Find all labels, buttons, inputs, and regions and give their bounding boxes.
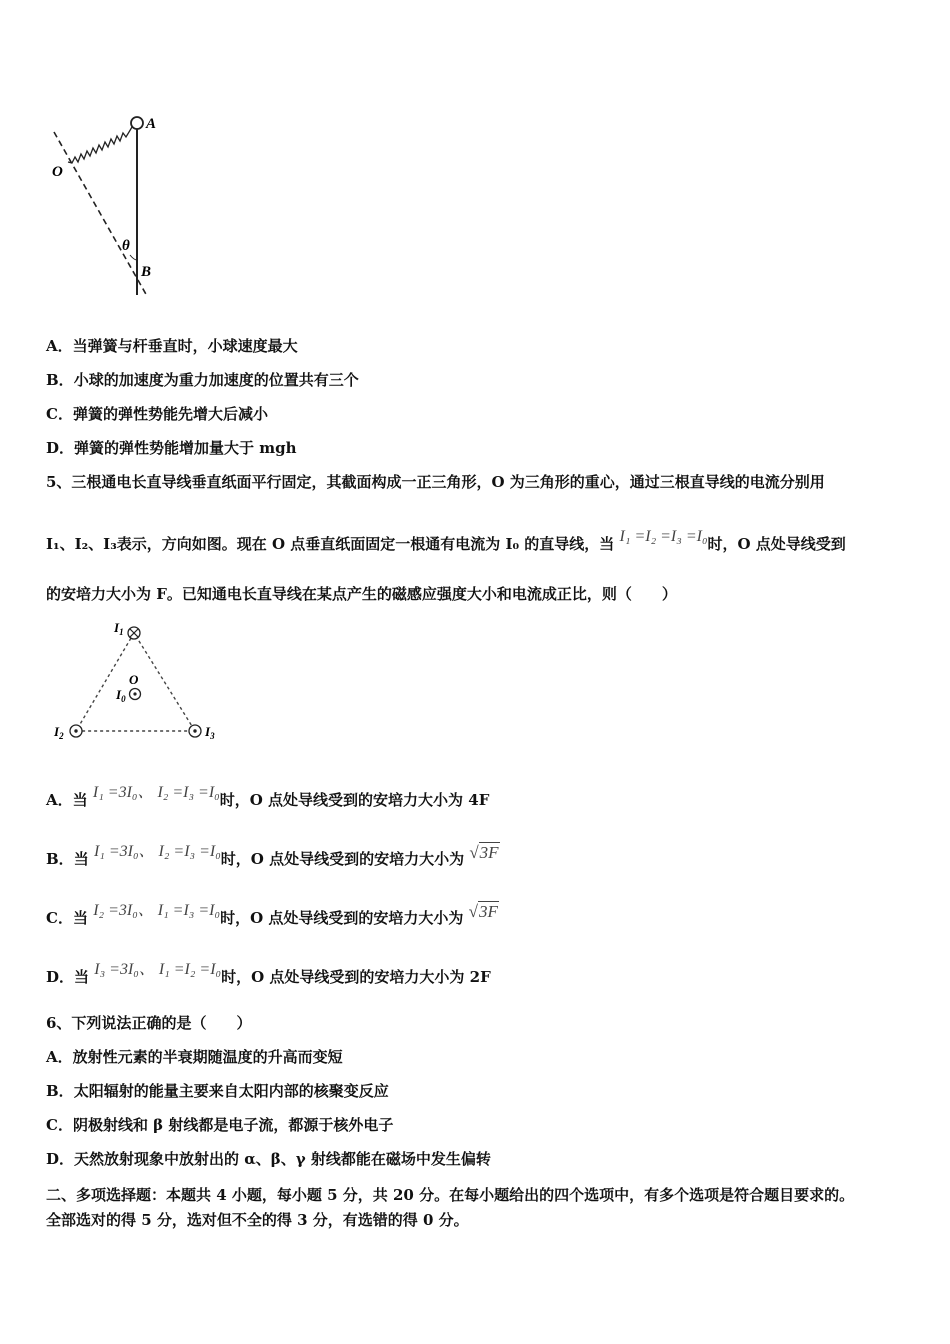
q5-option-math: I₁ =3I₀、 I₂ =I₃ =I₀	[93, 843, 221, 860]
section2-line2: 全部选对的得 5 分，选对但不全的得 3 分，有选错的得 0 分。	[46, 1211, 469, 1229]
wire-i1-icon	[128, 627, 140, 639]
q5-option-label: B．	[46, 850, 74, 868]
q5-option-pre: 当	[73, 850, 89, 868]
label-i0: $I_0$	[116, 687, 126, 704]
q6-option-label: A．	[46, 1048, 73, 1066]
wire-i2-icon	[70, 725, 82, 737]
label-o: O	[129, 672, 139, 687]
q6-option-label: B．	[46, 1082, 74, 1100]
q4-option-text: 小球的加速度为重力加速度的位置共有三个	[73, 371, 359, 389]
q5-option-a	[46, 784, 490, 811]
q5-stem-line3: 的安培力大小为 F。已知通电长直导线在某点产生的磁感应强度大小和电流成正比，则（ ）	[46, 585, 677, 603]
q4-option-c	[46, 404, 268, 424]
q5-option-math: I₃ =3I₀、 I₁ =I₂ =I₀	[94, 961, 222, 978]
label-i2: $I_2$	[54, 724, 64, 741]
q5-stem-line2-pre: I₁、I₂、I₃表示，方向如图。现在 O 点垂直纸面固定一根通有电流为 I₀ 的直导线，当	[46, 535, 615, 553]
label-i1: $I_1$	[114, 620, 124, 637]
q5-option-pre: 当	[74, 968, 90, 986]
q6-option-c	[46, 1115, 393, 1135]
sqrt-radicand: 3F	[479, 843, 499, 862]
q4-option-label: D．	[46, 439, 75, 457]
q5-option-pre: 当	[72, 909, 88, 927]
q6-option-d	[46, 1149, 491, 1169]
q6-option-label: D．	[46, 1150, 75, 1168]
q5-option-math: I₁ =3I₀、 I₂ =I₃ =I₀	[92, 784, 220, 801]
q6-option-text: 阴极射线和 β 射线都是电子流，都源于核外电子	[72, 1116, 394, 1134]
section2-line1: 二、多项选择题：本题共 4 小题，每小题 5 分，共 20 分。在每小题给出的四个选项中，有多个选项是符合题目要求的。	[46, 1186, 855, 1204]
angle-arc	[130, 255, 137, 260]
q4-option-text: 弹簧的弹性势能增加量大于 mgh	[74, 439, 297, 457]
q6-option-b	[46, 1081, 389, 1101]
q5-stem-line2-post: 时，O 点处导线受到	[707, 535, 846, 553]
spring-rod-figure	[40, 100, 180, 300]
q4-option-label: C．	[46, 405, 73, 423]
q5-option-b	[46, 843, 500, 870]
q5-option-c	[46, 902, 499, 929]
q6-option-text: 放射性元素的半衰期随温度的升高而变短	[72, 1048, 343, 1066]
q5-stem-line2	[46, 528, 846, 555]
q5-option-label: C．	[46, 909, 73, 927]
q5-option-post: 时，O 点处导线受到的安培力大小为 4F	[219, 791, 490, 809]
label-o: O	[52, 164, 63, 180]
q4-option-label: A．	[46, 337, 73, 355]
sqrt-expression: √3F	[468, 902, 498, 921]
q5-option-math: I₂ =3I₀、 I₁ =I₃ =I₀	[93, 902, 221, 919]
q5-option-post: 时，O 点处导线受到的安培力大小为 2F	[221, 968, 491, 986]
q5-option-label: A．	[46, 791, 73, 809]
q6-stem: 6、下列说法正确的是（ ）	[46, 1014, 252, 1032]
q5-stem-line2-math: I₁ =I₂ =I₃ =I₀	[619, 528, 708, 545]
q6-option-a	[46, 1047, 343, 1067]
q4-option-text: 弹簧的弹性势能先增大后减小	[72, 405, 268, 423]
q6-option-text: 太阳辐射的能量主要来自太阳内部的核聚变反应	[73, 1082, 389, 1100]
q6-option-text: 天然放射现象中放射出的 α、β、γ 射线都能在磁场中发生偏转	[74, 1150, 491, 1168]
label-theta: θ	[122, 238, 130, 254]
q5-option-post: 时，O 点处导线受到的安培力大小为	[220, 909, 464, 927]
spring	[68, 127, 132, 163]
triangle-wires-figure	[46, 616, 236, 746]
q4-option-a	[46, 336, 298, 356]
ball-a	[131, 117, 143, 129]
q5-option-label: D．	[46, 968, 75, 986]
label-a: A	[146, 116, 157, 132]
sqrt-radicand: 3F	[478, 902, 498, 921]
sqrt-expression: √3F	[469, 843, 499, 862]
wire-i0-icon	[130, 689, 141, 700]
q4-option-text: 当弹簧与杆垂直时，小球速度最大	[72, 337, 298, 355]
q4-option-label: B．	[46, 371, 74, 389]
q5-stem-line1: 5、三根通电长直导线垂直纸面平行固定，其截面构成一正三角形，O 为三角形的重心，通过三根直导线的电流分别用	[46, 473, 825, 491]
label-b: B	[141, 264, 152, 280]
q5-option-d	[46, 961, 491, 988]
q4-option-d	[46, 438, 297, 458]
wire-i3-icon	[189, 725, 201, 737]
q5-option-post: 时，O 点处导线受到的安培力大小为	[220, 850, 465, 868]
label-i3: $I_3$	[205, 724, 215, 741]
dashed-guide-line	[54, 132, 147, 296]
q5-option-pre: 当	[72, 791, 88, 809]
q6-option-label: C．	[46, 1116, 73, 1134]
q4-option-b	[46, 370, 359, 390]
